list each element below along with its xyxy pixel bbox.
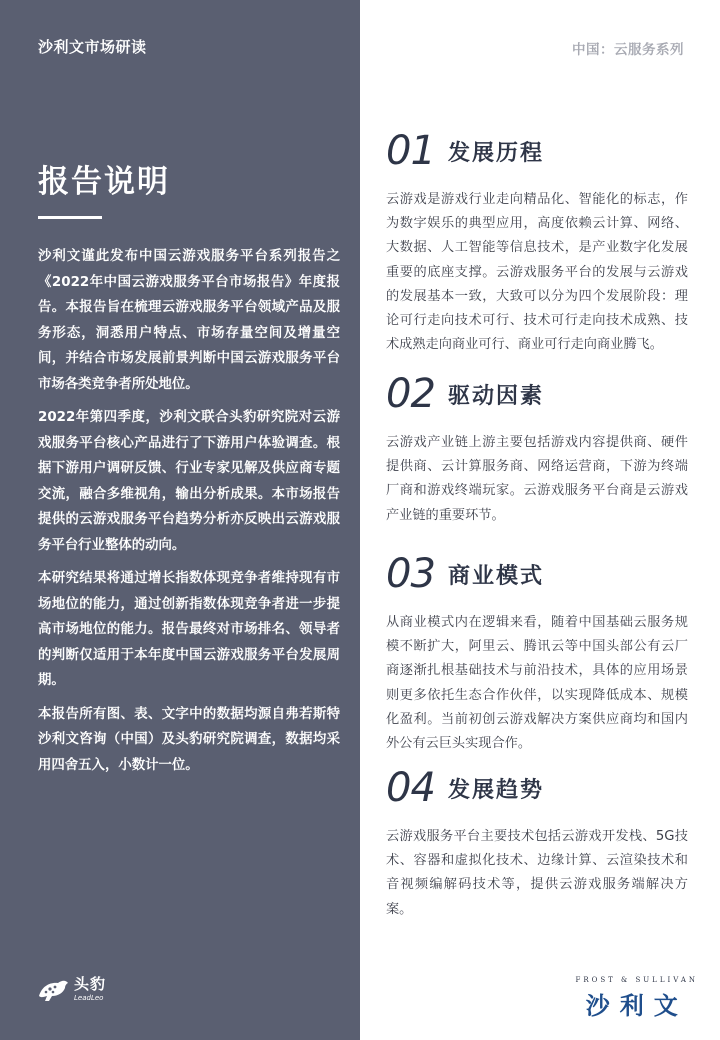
section-title: 商业模式 — [448, 563, 545, 589]
intro-paragraph: 本研究结果将通过增长指数体现竞争者维持现有市场地位的能力，通过创新指数体现竞争者进一步提高市场地位的能力。报告最终对市场排名、领导者的判断仅适用于本年度中国云游戏服务平台发展周期。 — [38, 571, 340, 688]
section-development-trends — [386, 765, 688, 922]
section-number: 04 — [386, 765, 435, 811]
leadleo-logo-cn: 头豹 — [74, 974, 107, 993]
intro-paragraph: 本报告所有图、表、文字中的数据均源自弗若斯特沙利文咨询（中国）及头豹研究院调查，数据均采用四舍五入，小数计一位。 — [38, 706, 340, 773]
leopard-icon — [36, 974, 70, 1004]
section-business-model — [386, 551, 688, 756]
report-title: 报告说明 — [38, 164, 170, 200]
section-number: 02 — [386, 371, 435, 417]
section-number: 01 — [386, 128, 435, 174]
frost-sullivan-logo-en: FROST & SULLIVAN — [575, 976, 698, 984]
section-body: 云游戏是游戏行业走向精品化、智能化的标志，作为数字娱乐的典型应用，高度依赖云计算、网络、大数据、人工智能等信息技术，是产业数字化发展重要的底座支撑。云游戏服务平台的发展与云游戏的发展基本一致，大致可以分为四个发展阶段：理论可行走向技术可行、技术可行走向技术成熟、技术成熟走向商业可行、商业可行走向商业腾飞。 — [386, 192, 688, 353]
frost-sullivan-logo — [575, 976, 698, 1021]
frost-sullivan-logo-cn: 沙利文 — [585, 992, 688, 1020]
section-driving-factors — [386, 371, 688, 528]
section-number: 03 — [386, 551, 435, 597]
intro-text — [38, 244, 340, 786]
section-body: 云游戏产业链上游主要包括游戏内容提供商、硬件提供商、云计算服务商、网络运营商，下游为终端厂商和游戏终端玩家。云游戏服务平台商是云游戏产业链的重要环节。 — [386, 435, 688, 523]
leadleo-logo-en: LeadLeo — [74, 993, 104, 1002]
intro-paragraph: 沙利文谨此发布中国云游戏服务平台系列报告之《2022年中国云游戏服务平台市场报告》年度报告。本报告旨在梳理云游戏服务平台领域产品及服务形态，洞悉用户特点、市场存量空间及增量空间，并结合市场发展前景判断中国云游戏服务平台市场各类竞争者所处地位。 — [38, 249, 340, 392]
series-label: 中国：云服务系列 — [572, 42, 684, 58]
section-title: 发展趋势 — [448, 777, 545, 803]
section-development-history — [386, 128, 688, 357]
section-body: 云游戏服务平台主要技术包括云游戏开发栈、5G技术、容器和虚拟化技术、边缘计算、云渲染技术和音视频编解码技术等，提供云游戏服务端解决方案。 — [386, 829, 688, 917]
title-underline — [38, 216, 102, 219]
section-title: 发展历程 — [448, 140, 545, 166]
section-body: 从商业模式内在逻辑来看，随着中国基础云服务规模不断扩大，阿里云、腾讯云等中国头部公有云厂商逐渐扎根基础技术与前沿技术，具体的应用场景则更多依托生态合作伙伴，以实现降低成本、规模化盈利。当前初创云游戏解决方案供应商均和国内外公有云巨头实现合作。 — [386, 615, 688, 752]
intro-paragraph: 2022年第四季度，沙利文联合头豹研究院对云游戏服务平台核心产品进行了下游用户体验调查。根据下游用户调研反馈、行业专家见解及供应商专题交流，融合多维视角，输出分析成果。本市场报告提供的云游戏服务平台趋势分析亦反映出云游戏服务平台行业整体的动向。 — [38, 410, 340, 553]
leadleo-logo — [36, 974, 106, 1004]
brand-name: 沙利文市场研读 — [38, 38, 147, 56]
section-title: 驱动因素 — [448, 383, 545, 409]
